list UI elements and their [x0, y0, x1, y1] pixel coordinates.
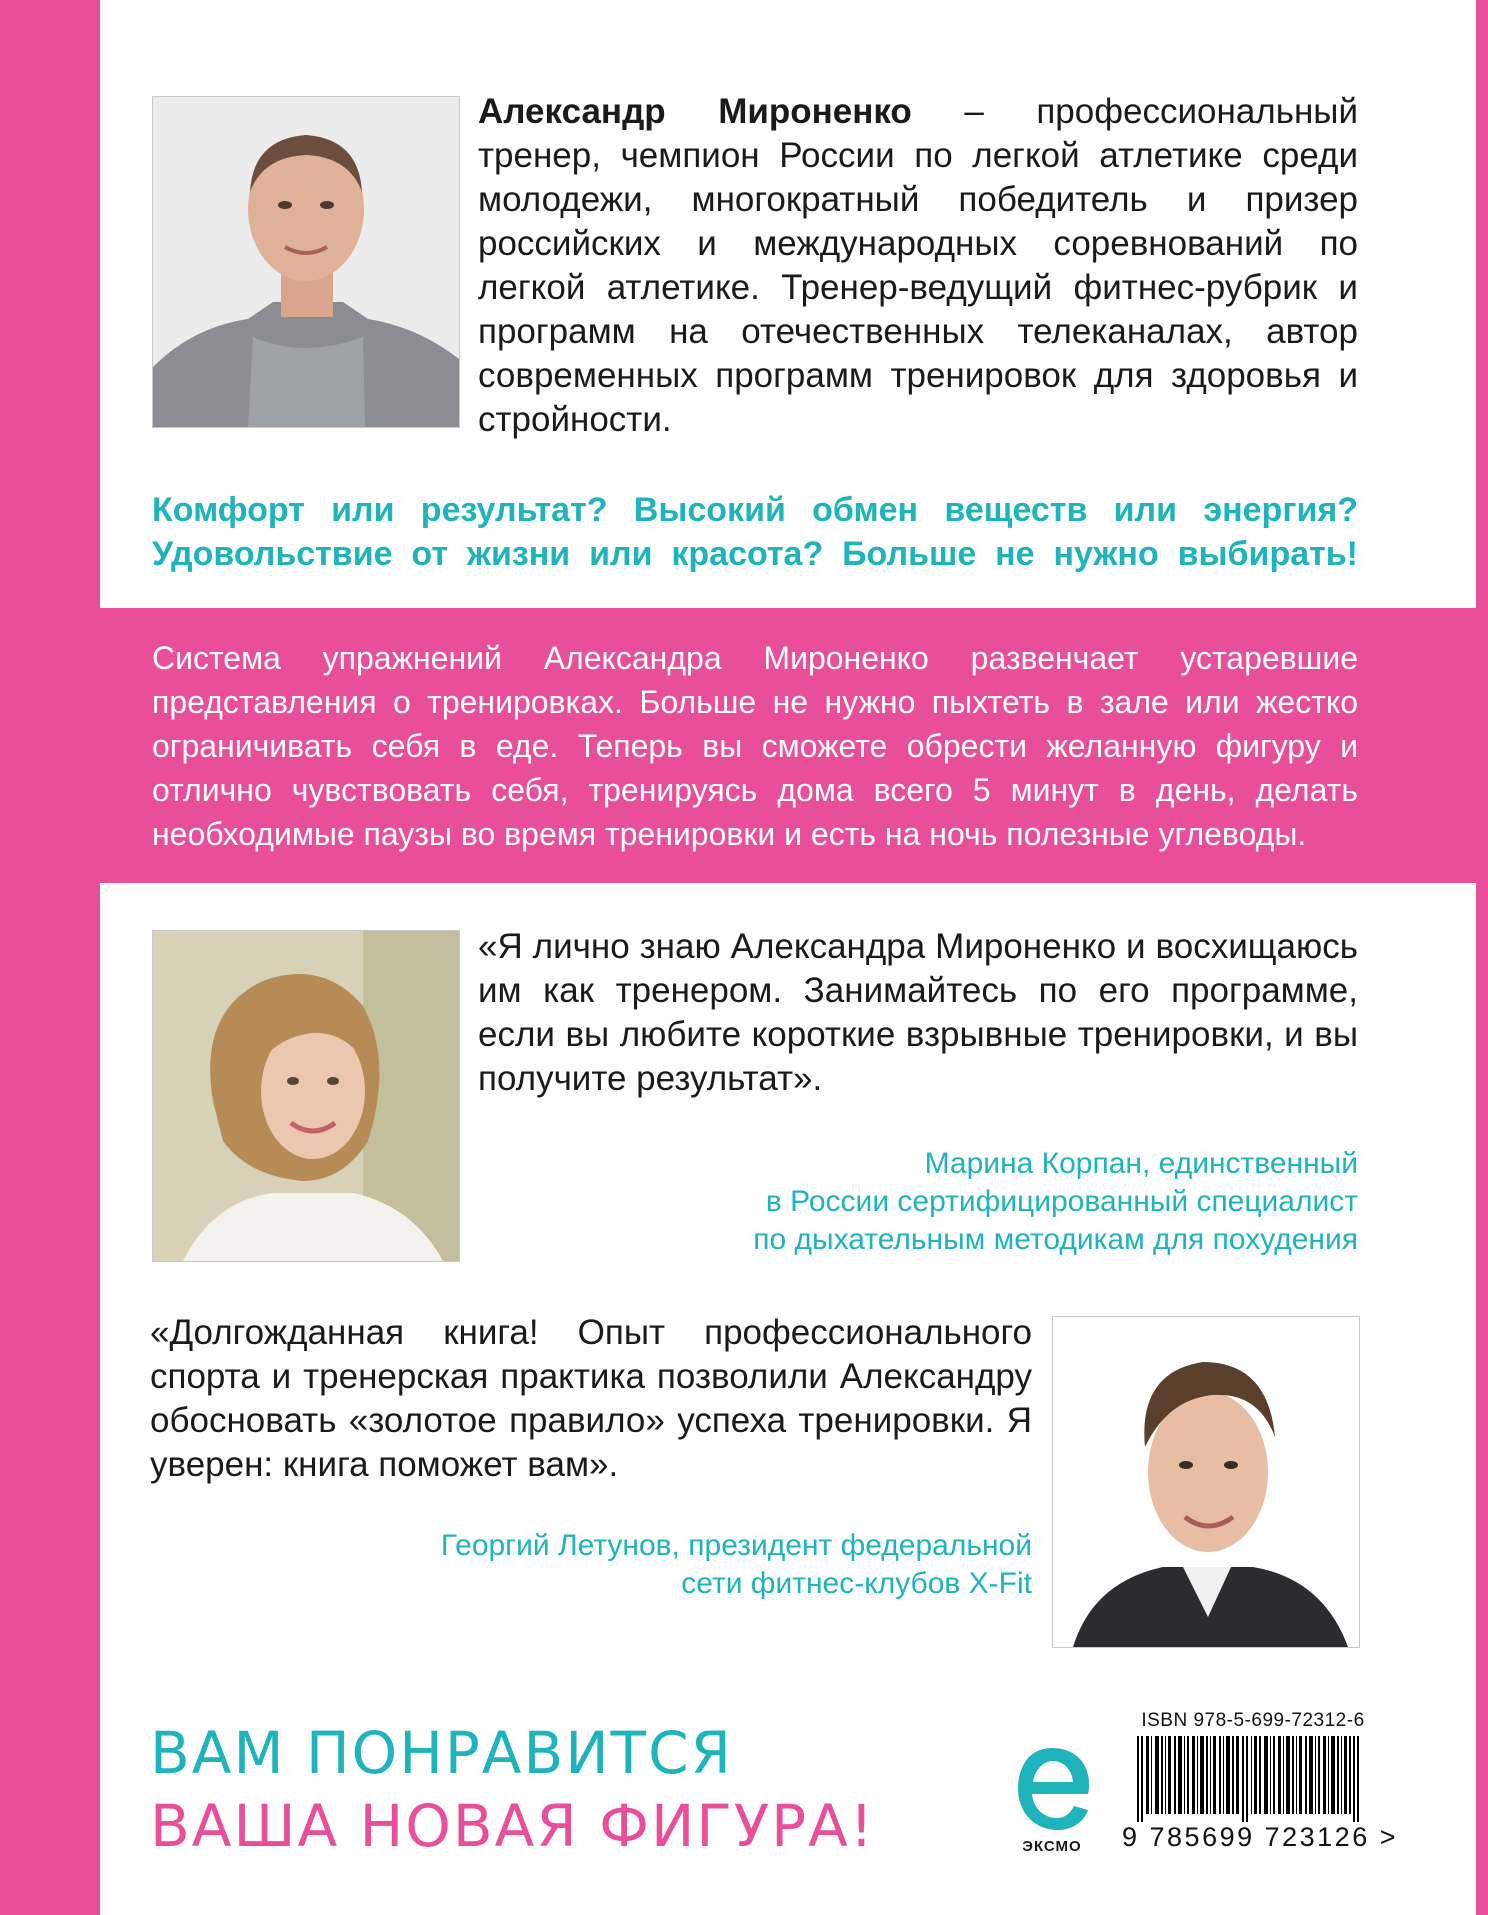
band-line-3: ограничивать себя в еде. Теперь вы сможете обрести желанную фигуру и	[152, 728, 1358, 764]
right-pink-bar	[1476, 0, 1488, 1915]
left-pink-bar	[0, 0, 100, 1915]
band-line-4: отлично чувствовать себя, тренируясь дома всего 5 минут в день, делать	[152, 772, 1358, 808]
quote-2-text: «Долгожданная книга! Опыт профессионального спорта и тренерская практика позволили Александру обосновать «золотое правило» успеха тренировки. Я уверен: книга поможет вам».	[150, 1313, 1032, 1484]
headline-line-1: Комфорт или результат? Высокий обмен веществ или энергия?	[152, 491, 1358, 529]
headline-line-2: Удовольствие от жизни или красота? Больше не нужно выбирать!	[152, 535, 1358, 573]
reviewer-photo-1	[152, 930, 460, 1262]
tagline-line-2: ВАША НОВАЯ ФИГУРА!	[150, 1792, 876, 1860]
author-photo	[152, 96, 460, 428]
band-line-5: необходимые паузы во время тренировки и есть на ночь полезные углеводы.	[152, 816, 1307, 852]
quote-2-attribution-line-2: сети фитнес-клубов X-Fit	[681, 1567, 1032, 1600]
quote-1-attribution-line-1: Марина Корпан, единственный	[924, 1147, 1358, 1180]
author-bio	[478, 90, 1358, 442]
author-name: Александр Мироненко	[478, 92, 912, 131]
reviewer-photo-2	[1052, 1316, 1360, 1648]
band-description	[152, 636, 1358, 856]
publisher-logo-icon	[1012, 1740, 1092, 1840]
headline	[152, 488, 1358, 576]
quote-1-attribution-line-2: в России сертифицированный специалист	[765, 1185, 1358, 1218]
barcode-digits: 9 785699 723126 >	[1122, 1822, 1398, 1852]
author-bio-text: – профессиональный тренер, чемпион России по легкой атлетике среди молодежи, многократный победитель и призер российских и международных соревнований по легкой атлетике. Тренер-ведущий фитнес-рубрик и программ на отечественных телеканалах, автор современных программ тренировок для здоровья и стройности.	[478, 92, 1358, 439]
quote-1-attribution	[478, 1145, 1358, 1259]
quote-1-text: «Я лично знаю Александра Мироненко и восхищаюсь им как тренером. Занимайтесь по его программе, если вы любите короткие взрывные тренировки, и вы получите результат».	[478, 927, 1358, 1098]
quote-1-attribution-line-3: по дыхательным методикам для похудения	[753, 1223, 1358, 1256]
isbn-text: ISBN 978-5-699-72312-6	[1141, 1710, 1365, 1731]
quote-2-attribution-line-1: Георгий Летунов, президент федеральной	[440, 1529, 1032, 1562]
band-line-2: представления о тренировках. Больше не нужно пыхтеть в зале или жестко	[152, 684, 1358, 720]
barcode	[1137, 1736, 1367, 1822]
quote-2-attribution	[150, 1527, 1032, 1603]
band-line-1: Система упражнений Александра Мироненко развенчает устаревшие	[152, 640, 1358, 676]
publisher-logo-text: ЭКСМО	[1022, 1838, 1082, 1855]
tagline-line-1: ВАМ ПОНРАВИТСЯ	[150, 1719, 733, 1787]
